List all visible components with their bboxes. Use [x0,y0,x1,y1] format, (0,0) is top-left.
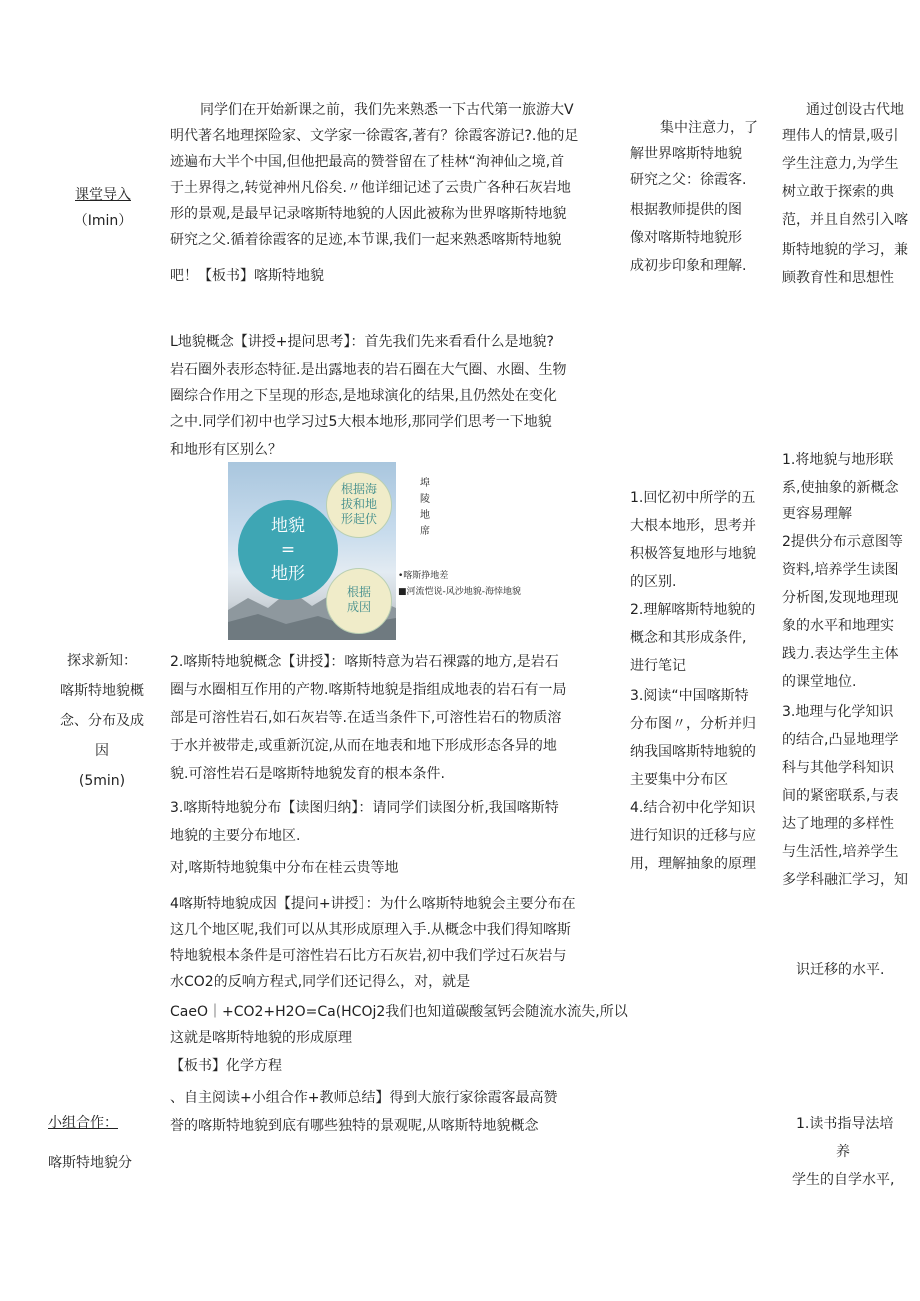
stage-intro-time: （Imin） [73,213,133,229]
side-label: 埠 [420,478,430,489]
explore-line: 2.喀斯特地貌概念【讲授】：喀斯特意为岩石裸露的地方,是岩石 [170,654,559,670]
legend-other-landforms: ■河流恺说-风沙地貌-海悻地貌 [398,587,521,597]
big-circle-line: 地貌 [271,516,305,536]
intent-line: 践力.表达学生主体 [782,646,899,662]
intent-line: 系,使抽象的新概念 [782,480,899,496]
intent-line: 资料,培养学生读图 [782,562,899,578]
intent-line: 1.将地貌与地形联 [782,452,894,468]
student-line: 大根本地形，思考并 [630,518,756,534]
intent-line: 分析图,发现地理现 [782,590,899,606]
stage-explore-label: 探求新知： [67,653,137,669]
explore-line: 地貌的主要分布地区. [170,828,301,844]
intent-line: 通过创设古代地 [806,102,904,118]
student-line: 分布图〃，分析并归 [630,716,756,732]
intent-line: 树立敢于探索的典 [782,184,894,200]
explore-line: 圈与水圈相互作用的产物.喀斯特地貌是指组成地表的岩石有一局 [170,682,567,698]
top-circle-line: 形起伏 [340,512,377,526]
explore-line: 于水并被带走,或重新沉淀,从而在地表和地下形成形态各异的地 [170,738,557,754]
intent-line: 范，并且自然引入喀 [782,212,908,228]
explore-line: 部是可溶性岩石,如石灰岩等.在适当条件下,可溶性岩石的物质溶 [170,710,562,726]
explore-line: 圈综合作用之下呈现的形态,是地球演化的结果,且仍然处在变化 [170,388,557,404]
intro-line: 形的景观,是最早记录喀斯特地貌的人因此被称为世界喀斯特地貌 [170,206,567,222]
intent-line: 理伟人的情景,吸引 [782,128,899,144]
intro-line: 迹遍布大半个中国,但他把最高的赞誉留在了桂林“洵神仙之境,首 [170,154,565,170]
intent-line: 象的水平和地理实 [782,618,894,634]
intent-line: 2提供分布示意图等 [782,534,903,550]
group-line: 、自主阅读+小组合作+教师总结】得到大旅行家徐霞客最高赞 [170,1090,558,1106]
intent-line: 多学科融汇学习，知 [782,872,908,888]
intent-line: 与生活性,培养学生 [782,844,899,860]
classify-by-origin-circle [326,568,392,634]
explore-line: 岩石圈外表形态特征.是出露地表的岩石圈在大气圈、水圈、生物 [170,362,567,378]
student-line: 集中注意力，了 [660,120,758,136]
stage-explore-line: 念、分布及成 [60,713,144,729]
explore-line: 4喀斯特地貌成因【提问+讲授］：为什么喀斯特地貌会主要分布在 [170,896,576,912]
student-line: 根据教师提供的图 [630,202,742,218]
student-line: 进行笔记 [630,658,686,674]
explore-line: 之中.同学们初中也学习过5大根本地形,那同学们思考一下地貌 [170,414,552,430]
intent-line: 学生的自学水平, [792,1172,895,1188]
stage-group-label: 小组合作： [48,1115,118,1131]
student-line: 3.阅读“中国喀斯特 [630,688,749,704]
chemical-equation-line: CaeO｜+CO2+H2O=Ca(HCOj2我们也知道碳酸氢钙会随流水流失,所以 [170,1004,628,1020]
intent-line: 间的紧密联系,与表 [782,788,899,804]
explore-line: 这就是喀斯特地貌的形成原理 [170,1030,352,1046]
intro-line: 研究之父.循着徐霞客的足迹,本节课,我们一起来熟悉喀斯特地貌 [170,232,562,248]
student-line: 的区别. [630,574,677,590]
explore-line: 对,喀斯特地貌集中分布在桂云贵等地 [170,860,399,876]
student-line: 概念和其形成条件, [630,630,747,646]
intent-line: 顾教育性和思想性 [782,270,894,286]
student-line: 主要集中分布区 [630,772,728,788]
explore-line: 特地貌根本条件是可溶性岩石比方石灰岩,初中我们学过石灰岩与 [170,948,567,964]
intent-line: 更容易理解 [782,506,852,522]
stage-group-line: 喀斯特地貌分 [48,1155,132,1171]
stage-explore-line: 因 [95,743,109,759]
intent-line: 1.读书指导法培 [796,1116,894,1132]
student-line: 解世界喀斯特地貌 [630,146,742,162]
intent-line: 3.地理与化学知识 [782,704,894,720]
intent-line: 学生注意力,为学生 [782,156,899,172]
intent-line: 的结合,凸显地理学 [782,732,899,748]
top-circle-line: 拔和地 [340,497,377,511]
side-label: 陵 [420,494,430,505]
side-label: 地 [420,510,430,521]
explore-line: 和地形有区别么？ [170,442,282,458]
intent-line: 养 [836,1144,850,1160]
intent-line: 科与其他学科知识 [782,760,894,776]
student-line: 进行知识的迁移与应 [630,828,756,844]
side-label: 席 [420,526,430,537]
student-line: 像对喀斯特地貌形 [630,230,742,246]
explore-line: 3.喀斯特地貌分布【读图归纳】：请同学们读图分析,我国喀斯特 [170,800,559,816]
explore-line: 水CO2的反响方程式,同学们还记得么，对，就是 [170,974,471,990]
big-circle-line: = [280,540,296,560]
student-line: 纳我国喀斯特地貌的 [630,744,756,760]
intent-line: 识迁移的水平. [796,962,885,978]
explore-line: 【板书】化学方程 [170,1058,282,1074]
intent-line: 的课堂地位. [782,674,857,690]
student-line: 4.结合初中化学知识 [630,800,756,816]
intro-line: 吧！【板书】喀斯特地貌 [170,268,324,284]
explore-line: 貌.可溶性岩石是喀斯特地貌发育的根本条件. [170,766,445,782]
stage-explore-line: 喀斯特地貌概 [60,683,144,699]
explore-line: 这几个地区呢,我们可以从其形成原理入手.从概念中我们得知喀斯 [170,922,571,938]
stage-explore-time: (5min) [78,773,126,789]
top-circle-line: 根据海 [340,482,377,496]
big-circle-line: 地形 [271,564,305,584]
student-line: 积极答复地形与地貌 [630,546,756,562]
student-line: 研究之父：徐霞客. [630,172,747,188]
intro-line: 同学们在开始新课之前，我们先来熟悉一下古代第一旅游大V [200,102,574,118]
group-line: 誉的喀斯特地貌到底有哪些独特的景观呢,从喀斯特地貌概念 [170,1118,539,1134]
explore-line: L地貌概念【讲授+提问思考】：首先我们先来看看什么是地貌? [170,334,554,350]
student-line: 用，理解抽象的原理 [630,856,756,872]
stage-intro-label: 课堂导入 [75,187,131,203]
intent-line: 斯特地貌的学习，兼 [782,242,908,258]
student-line: 1.回忆初中所学的五 [630,490,756,506]
landform-big-circle [238,500,338,600]
classify-by-elevation-circle [326,472,392,538]
student-line: 2.理解喀斯特地貌的 [630,602,756,618]
bottom-circle-line: 成因 [346,600,371,614]
legend-karst: •喀斯挣地差 [398,571,449,581]
landform-figure [228,462,396,640]
intent-line: 达了地理的多样性 [782,816,894,832]
intro-line: 明代著名地理探险家、文学家一徐霞客,著有？徐霞客游记?.他的足 [170,128,579,144]
bottom-circle-line: 根据 [346,585,371,599]
student-line: 成初步印象和理解. [630,258,747,274]
intro-line: 于土界得之,转觉神州凡俗矣.〃他详细记述了云贵广各种石灰岩地 [170,180,571,196]
